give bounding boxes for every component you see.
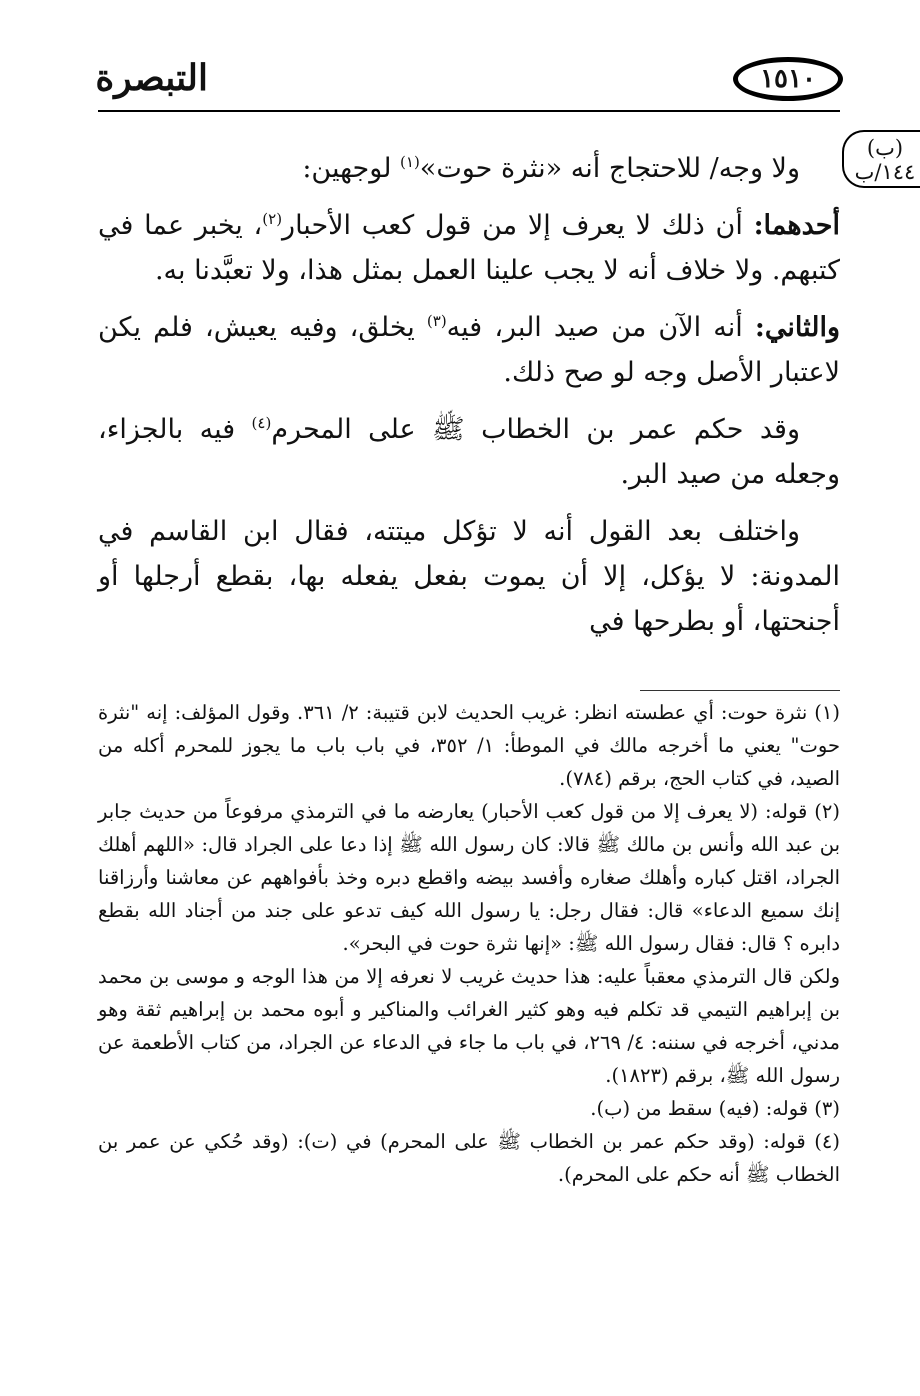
paragraph-1 bbox=[98, 146, 840, 191]
footnotes bbox=[98, 696, 840, 1191]
paragraph-3 bbox=[98, 305, 840, 395]
p2-lead: أحدهما: bbox=[753, 210, 840, 241]
footnote-1: (١) نثرة حوت: أي عطسته انظر: غريب الحديث لابن قتيبة: ٢/ ٣٦١. وقول المؤلف: إنه "نثرة حوت" يعني ما أخرجه مالك في الموطأ: ١/ ٣٥٢، في باب باب ما يجوز للمحرم أكله من الصيد، في كتاب الحج، برقم (٧٨٤). bbox=[98, 701, 840, 790]
main-text bbox=[98, 146, 840, 656]
footnote-ref-4[interactable]: (٤) bbox=[251, 414, 272, 432]
p2-text-after: ، يخبر عما في كتبهم. ولا خلاف أنه لا يجب علينا العمل بمثل هذا، ولا تعبَّدنا به. bbox=[98, 210, 840, 286]
p1-text-before: ولا وجه/ للاحتجاج أنه «نثرة حوت» bbox=[419, 153, 800, 184]
p3-text-before: أنه الآن من صيد البر، فيه bbox=[446, 312, 755, 343]
footnote-4: (٤) قوله: (وقد حكم عمر بن الخطاب ﷺ على المحرم) في (ت): (وقد حُكي عن عمر بن الخطاب ﷺ أنه حكم على المحرم). bbox=[98, 1130, 840, 1186]
header-rule bbox=[98, 110, 840, 112]
p4-text-after: فيه بالجزاء، وجعله من صيد البر. bbox=[98, 414, 840, 490]
footnote-ref-3[interactable]: (٣) bbox=[426, 312, 447, 330]
paragraph-5 bbox=[98, 509, 840, 644]
manuscript-marker: (ب) bbox=[866, 136, 904, 160]
p4-text-before: وقد حكم عمر بن الخطاب ﷺ على المحرم bbox=[271, 414, 801, 445]
footnote-2-continued: ولكن قال الترمذي معقباً عليه: هذا حديث غريب لا نعرفه إلا من هذا الوجه و موسى بن محمد بن إبراهيم التيمي قد تكلم فيه وهو كثير الغرائب والمناكير و أبوه محمد بن إبراهيم ثقة وهو مدني، أخرجه في سننه: ٤/ ٢٦٩، في باب ما جاء في الدعاء عن الجراد، من كتاب الأطعمة عن رسول الله ﷺ، برقم (١٨٢٣). bbox=[98, 965, 840, 1087]
footnote-3: (٣) قوله: (فيه) سقط من (ب). bbox=[590, 1097, 840, 1120]
p2-text-before: أن ذلك لا يعرف إلا من قول كعب الأحبار bbox=[282, 210, 754, 241]
p3-text-after: يخلق، وفيه يعيش، فلم يكن لاعتبار الأصل وجه لو صح ذلك. bbox=[98, 312, 840, 388]
footnote-ref-1[interactable]: (١) bbox=[400, 153, 420, 171]
p3-lead: والثاني: bbox=[754, 312, 841, 343]
paragraph-2 bbox=[98, 203, 840, 293]
folio-marker: ١٤٤/ب bbox=[854, 160, 916, 184]
p1-text-after: لوجهين: bbox=[302, 153, 401, 184]
book-title: التبصرة bbox=[95, 57, 208, 99]
footnote-ref-2[interactable]: (٢) bbox=[262, 210, 283, 228]
footnote-2: (٢) قوله: (لا يعرف إلا من قول كعب الأحبار) يعارضه ما في الترمذي مرفوعاً من حديث جابر بن عبد الله وأنس بن مالك ﷺ قالا: كان رسول الله ﷺ إذا دعا على الجراد قال: «اللهم أهلك الجراد، اقتل كباره وأهلك صغاره وأفسد بيضه واقطع دبره وخذ بأفواههم عن معاشنا وأرزاقنا إنك سميع الدعاء» قال: فقال رجل: يا رسول الله كيف تدعو على جند من أجناد الله بقطع دابره ؟ قال: فقال رسول الله ﷺ: «إنها نثرة حوت في البحر». bbox=[98, 800, 840, 955]
page-number: ١٥١٠ bbox=[733, 57, 843, 101]
p5-text: واختلف بعد القول أنه لا تؤكل ميتته، فقال ابن القاسم في المدونة: لا يؤكل، إلا أن يموت بفعل يفعله بها، بقطع أرجلها أو أجنحتها، أو بطرحها في bbox=[98, 516, 840, 637]
footnote-separator bbox=[640, 690, 840, 691]
paragraph-4 bbox=[98, 407, 840, 497]
